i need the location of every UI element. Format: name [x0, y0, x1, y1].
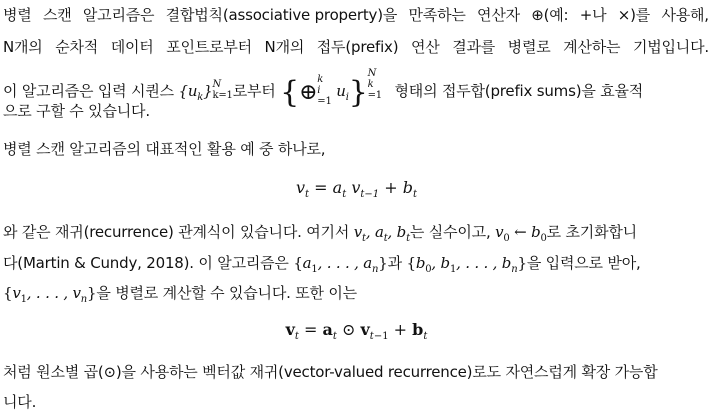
paragraph3-line2: 다(Martin & Cundy, 2018). 이 알고리즘은 {$a_1$, . . . , $a_n$}과 {$b_0$, $b_1$, . . . , $b_n$}을 입력으로 받아, [3, 254, 641, 275]
prefix-sum-math: {⊕ k i =1 $u_i$} N k =1 [280, 68, 382, 110]
word: 데이터 [110, 38, 154, 56]
paragraph4-line1: 처럼 원소별 곱(⊙)을 사용하는 벡터값 재귀(vector-valued recurrence)로도 자연스럽게 확장 가능합 [3, 363, 658, 381]
paragraph1-line4: 으로 구할 수 있습니다. [3, 102, 150, 120]
word: 결합법칙(associative property)을 [165, 6, 398, 24]
v-set-math: {$v_1$, . . . , $v_n$} [3, 284, 97, 305]
word: 연산 [410, 38, 440, 56]
word: 스캔 [42, 6, 72, 24]
word: 만족하는 [408, 6, 466, 24]
paragraph2-line: 병렬 스캔 알고리즘의 대표적인 활용 예 중 하나로, [3, 140, 326, 158]
word: 연산자 [477, 6, 520, 24]
b-set-math: {$b_0$, $b_1$, . . . , $b_n$} [406, 254, 527, 275]
word: 접두(prefix) [316, 38, 399, 56]
word: 알고리즘은 [82, 6, 155, 24]
a-set-math: {$a_1$, . . . , $a_n$} [293, 254, 388, 275]
word: N개의 [264, 38, 305, 56]
word: 순차적 [55, 38, 99, 56]
init-math: $v_0$ ← $b_0$ [495, 223, 547, 244]
word: 병렬로 [507, 38, 551, 56]
paragraph1-line2 [3, 37, 709, 57]
word: 결과를 [452, 38, 496, 56]
word: ⊕(예: [531, 6, 569, 24]
word: 병렬 [3, 6, 32, 24]
vector-recurrence-equation: $v_t = a_t$ ⊙ $v_{t-1} + b_t$ [285, 320, 428, 343]
word: 포인트로부터 [166, 38, 252, 56]
word: 기법입니다. [632, 38, 709, 56]
word: +나 [579, 6, 607, 24]
word: N개의 [3, 38, 43, 56]
word: 계산하는 [563, 38, 621, 56]
recurrence-equation: $v_t = a_t$ $v_{t-1} + b_t$ [296, 178, 417, 201]
word: ×)를 [617, 6, 651, 24]
input-sequence-math: $\{u_k\}$ N k=1 [178, 79, 233, 103]
paragraph4-line2: 니다. [3, 393, 37, 411]
paragraph1-line1 [3, 5, 709, 25]
paragraph3-line1: 와 같은 재귀(recurrence) 관계식이 있습니다. 여기서 $v_t$, $a_t$, $b_t$는 실수이고, $v_0$ ← $b_0$로 초기화합니 [3, 223, 637, 244]
word: 사용해, [661, 6, 709, 24]
hadamard-symbol: ⊙ [103, 363, 116, 381]
paragraph3-line3: {$v_1$, . . . , $v_n$}을 병렬로 계산할 수 있습니다. 또한 이는 [3, 284, 357, 305]
variables-math: $v_t$, $a_t$, $b_t$ [353, 223, 410, 244]
paragraph1-line3: 이 알고리즘은 입력 시퀀스 $\{u_k\}$ N k=1 로부터 {⊕ k i =1 $u_i$} N k =1 형태의 접두합(prefix sums)을 효율적 [3, 68, 644, 110]
